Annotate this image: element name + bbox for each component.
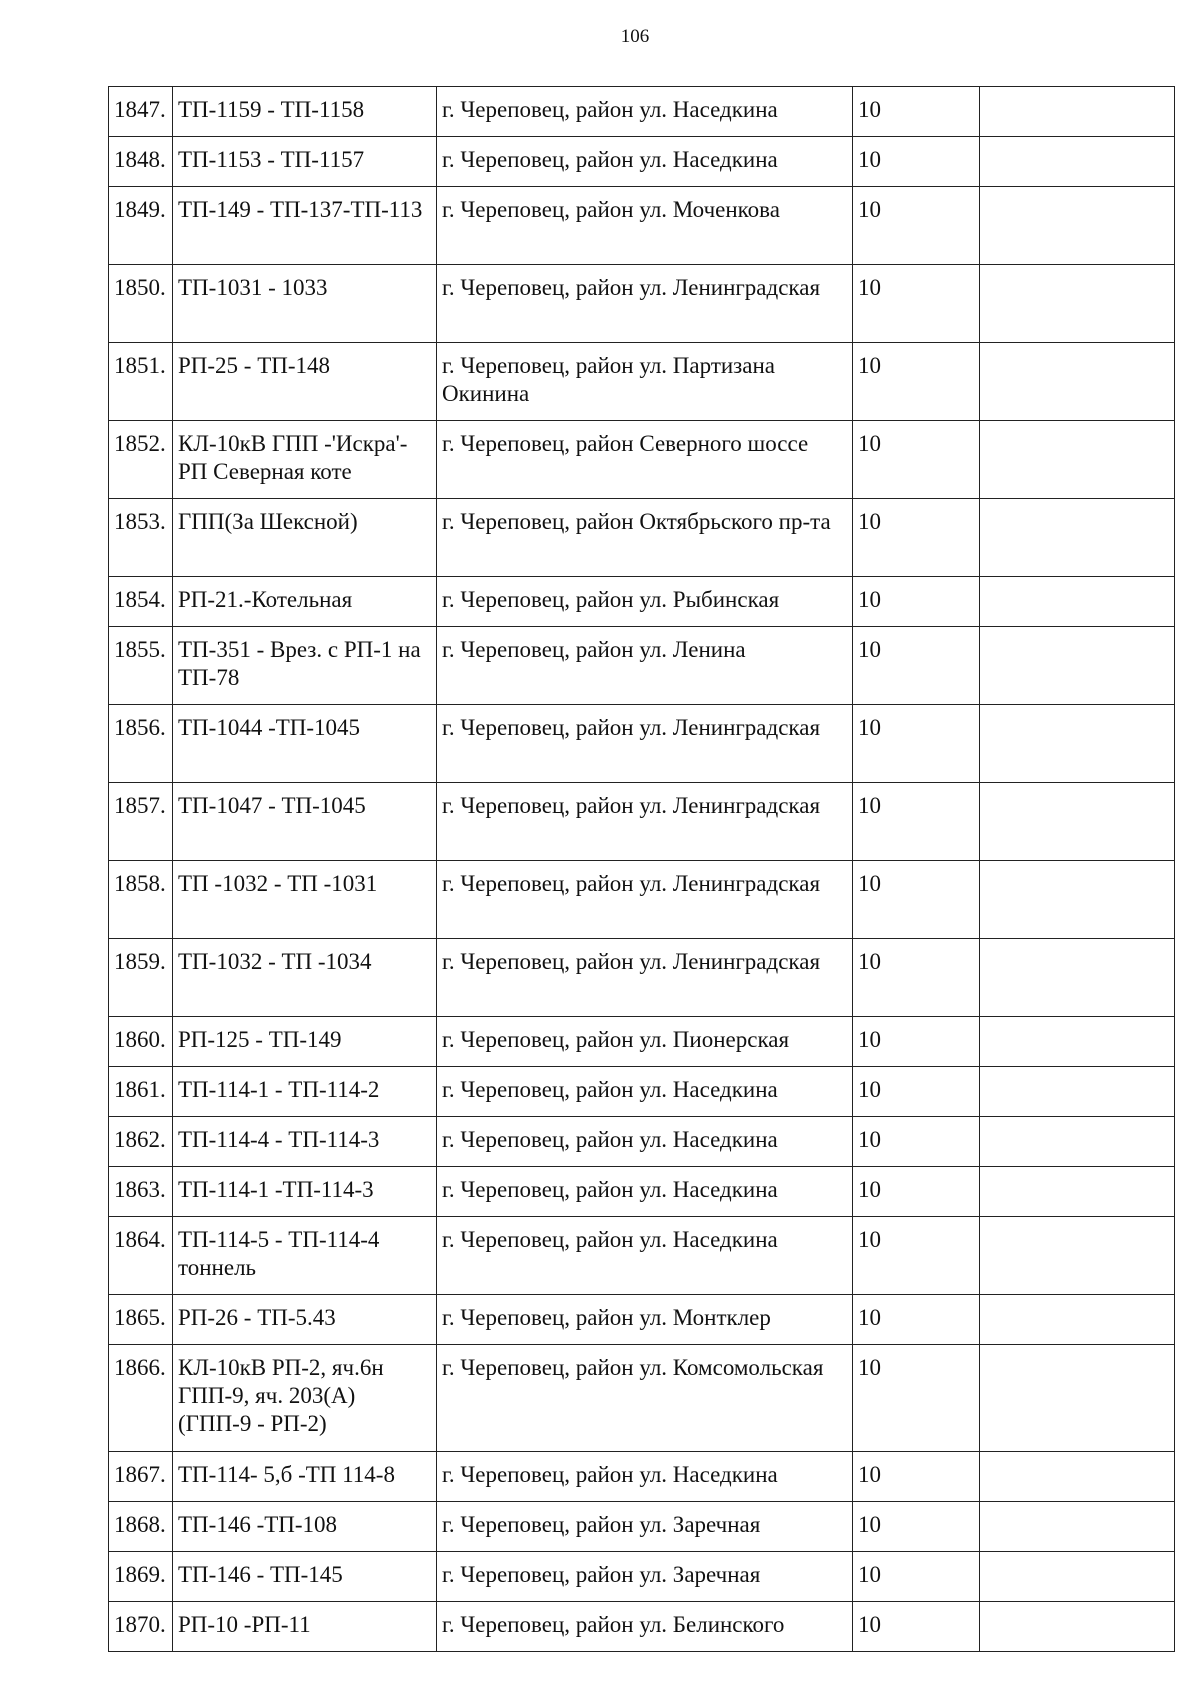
line-note (980, 1017, 1175, 1067)
line-name: ТП-1044 -ТП-1045 (173, 705, 437, 783)
line-address: г. Череповец, район ул. Ленина (437, 627, 853, 705)
line-voltage: 10 (853, 1017, 980, 1067)
line-name: ТП-351 - Врез. с РП-1 на ТП-78 (173, 627, 437, 705)
table-row (109, 1452, 1175, 1502)
line-note (980, 1295, 1175, 1345)
line-name: РП-125 - ТП-149 (173, 1017, 437, 1067)
line-note (980, 1217, 1175, 1295)
table-row (109, 1217, 1175, 1295)
line-note (980, 577, 1175, 627)
line-voltage: 10 (853, 1295, 980, 1345)
line-voltage: 10 (853, 343, 980, 421)
line-address: г. Череповец, район ул. Ленинградская (437, 705, 853, 783)
line-address: г. Череповец, район ул. Монтклер (437, 1295, 853, 1345)
row-number: 1864. (109, 1217, 173, 1295)
line-name: РП-26 - ТП-5.43 (173, 1295, 437, 1345)
cable-lines-table (108, 86, 1175, 1652)
line-address: г. Череповец, район ул. Ленинградская (437, 861, 853, 939)
line-name: РП-10 -РП-11 (173, 1602, 437, 1652)
line-note (980, 87, 1175, 137)
line-name: ТП-1032 - ТП -1034 (173, 939, 437, 1017)
table-row (109, 1345, 1175, 1452)
line-name: ТП-149 - ТП-137-ТП-113 (173, 187, 437, 265)
row-number: 1867. (109, 1452, 173, 1502)
line-name: ТП -1032 - ТП -1031 (173, 861, 437, 939)
line-voltage: 10 (853, 939, 980, 1017)
table-row (109, 939, 1175, 1017)
line-address: г. Череповец, район ул. Моченкова (437, 187, 853, 265)
line-name: КЛ-10кВ ГПП -'Искра'-РП Северная коте (173, 421, 437, 499)
line-voltage: 10 (853, 1452, 980, 1502)
line-address: г. Череповец, район ул. Заречная (437, 1502, 853, 1552)
row-number: 1868. (109, 1502, 173, 1552)
page-number: 106 (620, 26, 650, 47)
row-number: 1855. (109, 627, 173, 705)
line-note (980, 1167, 1175, 1217)
row-number: 1848. (109, 137, 173, 187)
line-address: г. Череповец, район ул. Ленинградская (437, 265, 853, 343)
table-row (109, 705, 1175, 783)
line-name: ТП-1031 - 1033 (173, 265, 437, 343)
line-name: ТП-1153 - ТП-1157 (173, 137, 437, 187)
line-name: ТП-114-4 - ТП-114-3 (173, 1117, 437, 1167)
table-row (109, 265, 1175, 343)
table-row (109, 343, 1175, 421)
line-name: ТП-114-1 -ТП-114-3 (173, 1167, 437, 1217)
table-row (109, 861, 1175, 939)
line-voltage: 10 (853, 783, 980, 861)
table-row (109, 577, 1175, 627)
table-row (109, 1017, 1175, 1067)
line-address: г. Череповец, район ул. Партизана Окинина (437, 343, 853, 421)
table-row (109, 1502, 1175, 1552)
row-number: 1850. (109, 265, 173, 343)
line-address: г. Череповец, район ул. Наседкина (437, 1217, 853, 1295)
table-row (109, 499, 1175, 577)
line-name: ГПП(За Шексной) (173, 499, 437, 577)
line-note (980, 939, 1175, 1017)
table-row (109, 1295, 1175, 1345)
row-number: 1853. (109, 499, 173, 577)
line-note (980, 1345, 1175, 1452)
line-address: г. Череповец, район Северного шоссе (437, 421, 853, 499)
row-number: 1862. (109, 1117, 173, 1167)
line-voltage: 10 (853, 627, 980, 705)
line-voltage: 10 (853, 1602, 980, 1652)
line-note (980, 1452, 1175, 1502)
row-number: 1870. (109, 1602, 173, 1652)
row-number: 1856. (109, 705, 173, 783)
row-number: 1851. (109, 343, 173, 421)
line-name: ТП-146 - ТП-145 (173, 1552, 437, 1602)
line-name: ТП-1159 - ТП-1158 (173, 87, 437, 137)
row-number: 1852. (109, 421, 173, 499)
line-voltage: 10 (853, 87, 980, 137)
table-row (109, 1067, 1175, 1117)
line-note (980, 861, 1175, 939)
line-note (980, 627, 1175, 705)
line-note (980, 783, 1175, 861)
line-note (980, 265, 1175, 343)
line-note (980, 137, 1175, 187)
line-name: ТП-1047 - ТП-1045 (173, 783, 437, 861)
line-voltage: 10 (853, 421, 980, 499)
line-note (980, 499, 1175, 577)
row-number: 1861. (109, 1067, 173, 1117)
row-number: 1865. (109, 1295, 173, 1345)
line-address: г. Череповец, район ул. Наседкина (437, 137, 853, 187)
row-number: 1849. (109, 187, 173, 265)
line-note (980, 1602, 1175, 1652)
line-address: г. Череповец, район ул. Наседкина (437, 1067, 853, 1117)
line-address: г. Череповец, район ул. Наседкина (437, 1167, 853, 1217)
line-voltage: 10 (853, 137, 980, 187)
table-row (109, 1167, 1175, 1217)
line-voltage: 10 (853, 1117, 980, 1167)
line-voltage: 10 (853, 187, 980, 265)
line-note (980, 1067, 1175, 1117)
row-number: 1857. (109, 783, 173, 861)
row-number: 1863. (109, 1167, 173, 1217)
line-voltage: 10 (853, 577, 980, 627)
line-voltage: 10 (853, 1067, 980, 1117)
line-note (980, 705, 1175, 783)
line-address: г. Череповец, район ул. Ленинградская (437, 939, 853, 1017)
line-voltage: 10 (853, 705, 980, 783)
line-address: г. Череповец, район ул. Белинского (437, 1602, 853, 1652)
line-voltage: 10 (853, 1167, 980, 1217)
row-number: 1869. (109, 1552, 173, 1602)
table-row (109, 187, 1175, 265)
table-row (109, 421, 1175, 499)
line-name: РП-21.-Котельная (173, 577, 437, 627)
line-voltage: 10 (853, 1552, 980, 1602)
table-row (109, 1602, 1175, 1652)
line-note (980, 421, 1175, 499)
table-row (109, 783, 1175, 861)
row-number: 1858. (109, 861, 173, 939)
line-note (980, 1552, 1175, 1602)
line-note (980, 343, 1175, 421)
line-address: г. Череповец, район Октябрьского пр-та (437, 499, 853, 577)
line-address: г. Череповец, район ул. Комсомольская (437, 1345, 853, 1452)
row-number: 1854. (109, 577, 173, 627)
line-voltage: 10 (853, 1217, 980, 1295)
line-address: г. Череповец, район ул. Заречная (437, 1552, 853, 1602)
line-name: ТП-114-5 - ТП-114-4 тоннель (173, 1217, 437, 1295)
line-address: г. Череповец, район ул. Наседкина (437, 1117, 853, 1167)
row-number: 1847. (109, 87, 173, 137)
table-row (109, 627, 1175, 705)
row-number: 1866. (109, 1345, 173, 1452)
line-voltage: 10 (853, 1502, 980, 1552)
line-address: г. Череповец, район ул. Ленинградская (437, 783, 853, 861)
line-address: г. Череповец, район ул. Наседкина (437, 87, 853, 137)
table-row (109, 137, 1175, 187)
line-name: КЛ-10кВ РП-2, яч.6н ГПП-9, яч. 203(А) (ГПП-9 - РП-2) (173, 1345, 437, 1452)
row-number: 1859. (109, 939, 173, 1017)
table-row (109, 1117, 1175, 1167)
line-name: ТП-146 -ТП-108 (173, 1502, 437, 1552)
line-note (980, 1117, 1175, 1167)
line-voltage: 10 (853, 1345, 980, 1452)
line-name: РП-25 - ТП-148 (173, 343, 437, 421)
row-number: 1860. (109, 1017, 173, 1067)
line-voltage: 10 (853, 265, 980, 343)
line-address: г. Череповец, район ул. Пионерская (437, 1017, 853, 1067)
line-voltage: 10 (853, 861, 980, 939)
table-row (109, 1552, 1175, 1602)
line-address: г. Череповец, район ул. Наседкина (437, 1452, 853, 1502)
line-name: ТП-114-1 - ТП-114-2 (173, 1067, 437, 1117)
line-address: г. Череповец, район ул. Рыбинская (437, 577, 853, 627)
table-row (109, 87, 1175, 137)
line-voltage: 10 (853, 499, 980, 577)
line-name: ТП-114- 5,б -ТП 114-8 (173, 1452, 437, 1502)
line-note (980, 187, 1175, 265)
line-note (980, 1502, 1175, 1552)
